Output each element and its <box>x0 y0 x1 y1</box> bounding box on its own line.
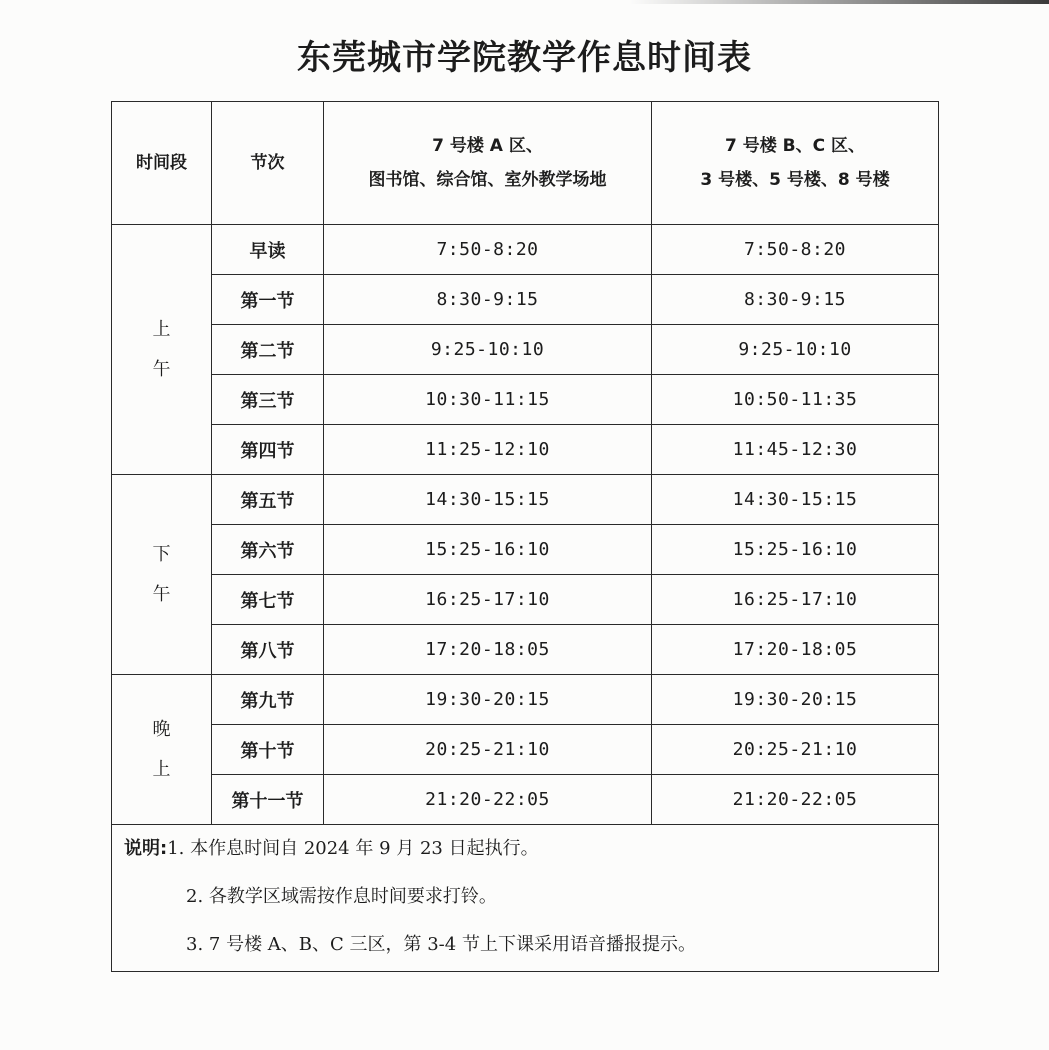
period-cell: 第七节 <box>212 575 324 625</box>
table-row <box>112 575 939 625</box>
table-row <box>112 225 939 275</box>
table-row <box>112 325 939 375</box>
time-cell-a: 7:50-8:20 <box>324 225 652 275</box>
header-zone-b <box>652 102 939 225</box>
notes-cell <box>112 825 939 972</box>
header-zone-a <box>324 102 652 225</box>
time-cell-a: 19:30-20:15 <box>324 675 652 725</box>
time-cell-b: 10:50-11:35 <box>652 375 939 425</box>
time-cell-b: 20:25-21:10 <box>652 725 939 775</box>
time-cell-a: 9:25-10:10 <box>324 325 652 375</box>
time-cell-b: 21:20-22:05 <box>652 775 939 825</box>
notes-row <box>112 825 939 972</box>
time-cell-a: 14:30-15:15 <box>324 475 652 525</box>
segment-evening: 晚 上 <box>112 675 212 825</box>
notes-label: 说明: <box>124 838 168 859</box>
time-cell-a: 16:25-17:10 <box>324 575 652 625</box>
note-item-2: 2. 各教学区域需按作息时间要求打铃。 <box>186 886 497 907</box>
time-cell-b: 16:25-17:10 <box>652 575 939 625</box>
table-row <box>112 525 939 575</box>
time-cell-b: 15:25-16:10 <box>652 525 939 575</box>
time-cell-b: 19:30-20:15 <box>652 675 939 725</box>
table-row <box>112 625 939 675</box>
header-zone-b-line2: 3 号楼、5 号楼、8 号楼 <box>700 170 890 190</box>
table-row <box>112 725 939 775</box>
table-row <box>112 775 939 825</box>
period-cell: 第二节 <box>212 325 324 375</box>
period-cell: 第九节 <box>212 675 324 725</box>
period-cell: 早读 <box>212 225 324 275</box>
table-row <box>112 375 939 425</box>
page-title: 东莞城市学院教学作息时间表 <box>297 38 752 78</box>
time-cell-a: 10:30-11:15 <box>324 375 652 425</box>
note-item-1: 说明:1. 本作息时间自 2024 年 9 月 23 日起执行。 <box>124 838 539 859</box>
time-cell-a: 21:20-22:05 <box>324 775 652 825</box>
period-cell: 第六节 <box>212 525 324 575</box>
time-cell-a: 20:25-21:10 <box>324 725 652 775</box>
segment-afternoon: 下 午 <box>112 475 212 675</box>
header-time-segment: 时间段 <box>112 102 212 225</box>
period-cell: 第四节 <box>212 425 324 475</box>
time-cell-a: 15:25-16:10 <box>324 525 652 575</box>
period-cell: 第三节 <box>212 375 324 425</box>
header-zone-a-line1: 7 号楼 A 区、 <box>432 136 543 156</box>
time-cell-b: 17:20-18:05 <box>652 625 939 675</box>
time-cell-b: 9:25-10:10 <box>652 325 939 375</box>
period-cell: 第十一节 <box>212 775 324 825</box>
time-cell-b: 8:30-9:15 <box>652 275 939 325</box>
header-zone-b-line1: 7 号楼 B、C 区、 <box>724 136 866 156</box>
header-row <box>112 102 939 225</box>
time-cell-b: 14:30-15:15 <box>652 475 939 525</box>
time-cell-b: 7:50-8:20 <box>652 225 939 275</box>
table-row <box>112 275 939 325</box>
segment-morning: 上 午 <box>112 225 212 475</box>
time-cell-a: 11:25-12:10 <box>324 425 652 475</box>
period-cell: 第十节 <box>212 725 324 775</box>
header-zone-a-line2: 图书馆、综合馆、室外教学场地 <box>368 170 607 190</box>
table-row <box>112 425 939 475</box>
period-cell: 第一节 <box>212 275 324 325</box>
time-cell-b: 11:45-12:30 <box>652 425 939 475</box>
table-row <box>112 475 939 525</box>
time-cell-a: 8:30-9:15 <box>324 275 652 325</box>
period-cell: 第五节 <box>212 475 324 525</box>
header-period: 节次 <box>212 102 324 225</box>
top-edge-shadow <box>0 0 1049 4</box>
note-item-3: 3. 7 号楼 A、B、C 三区，第 3-4 节上下课采用语音播报提示。 <box>186 934 696 955</box>
time-cell-a: 17:20-18:05 <box>324 625 652 675</box>
period-cell: 第八节 <box>212 625 324 675</box>
schedule-table <box>111 101 939 972</box>
table-row <box>112 675 939 725</box>
